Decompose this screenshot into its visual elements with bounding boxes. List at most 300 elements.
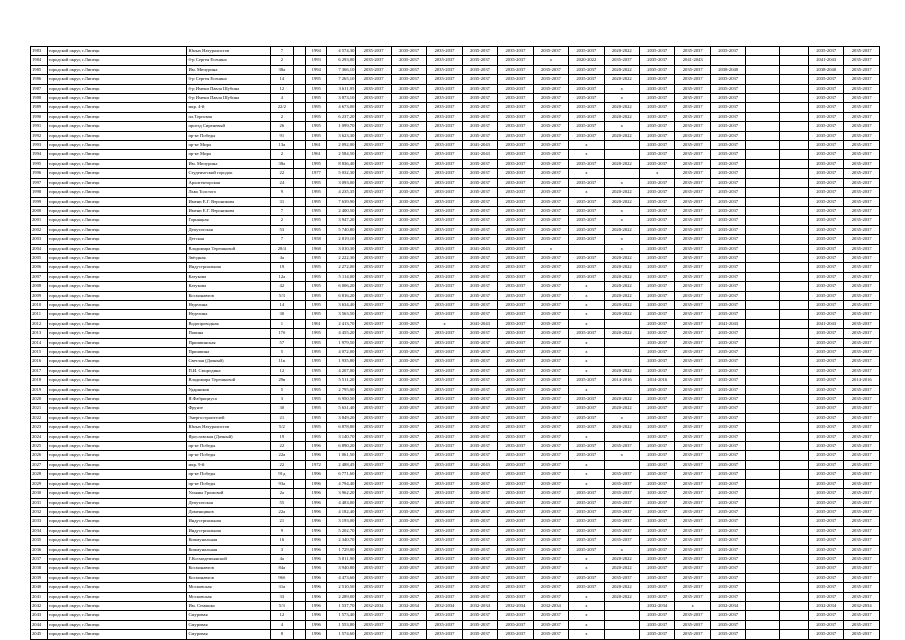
table-cell: 2035-2037 bbox=[710, 592, 745, 601]
table-cell: Горняцкая bbox=[187, 216, 270, 225]
table-cell: 6 878,80 bbox=[327, 423, 356, 432]
table-cell: 2020-2022 bbox=[604, 583, 639, 592]
table-cell: 2035-2037 bbox=[356, 112, 391, 121]
table-cell: 2035-2037 bbox=[710, 517, 745, 526]
table-cell: 2035-2037 bbox=[498, 526, 533, 535]
table-cell: городской округ, г.Липецк bbox=[47, 112, 187, 121]
table-cell: 2020 bbox=[31, 395, 48, 404]
table-cell: 2035-2037 bbox=[569, 112, 604, 121]
table-cell bbox=[604, 338, 639, 347]
table-cell: 2035-2037 bbox=[391, 122, 426, 131]
table-cell: 2 795,00 bbox=[327, 385, 356, 394]
table-cell: 2035-2037 bbox=[533, 178, 568, 187]
table-row bbox=[31, 611, 880, 620]
table-cell: 2014-2016 bbox=[604, 376, 639, 385]
table-cell: 2035-2037 bbox=[356, 554, 391, 563]
table-cell: 2035-2037 bbox=[462, 169, 497, 178]
table-cell: х bbox=[604, 84, 639, 93]
table-cell: 1995 bbox=[306, 122, 327, 131]
table-cell: 2035-2037 bbox=[498, 536, 533, 545]
table-cell: городской округ, г.Липецк bbox=[47, 75, 187, 84]
table-cell: 2035-2037 bbox=[710, 432, 745, 441]
table-cell: 2035-2037 bbox=[675, 159, 710, 168]
table-cell: 2035-2037 bbox=[498, 620, 533, 629]
table-cell: 2035-2037 bbox=[640, 188, 675, 197]
table-cell: 2035-2037 bbox=[604, 526, 639, 535]
table-row bbox=[31, 235, 880, 244]
table-cell: х bbox=[604, 178, 639, 187]
table-cell: 14 bbox=[270, 75, 293, 84]
table-cell bbox=[293, 56, 306, 65]
table-cell: 2035-2037 bbox=[640, 131, 675, 140]
table-cell: 2 272,00 bbox=[327, 263, 356, 272]
table-cell: 2035-2037 bbox=[808, 216, 843, 225]
table-cell: 3 849,20 bbox=[327, 413, 356, 422]
table-cell: 2035-2037 bbox=[710, 460, 745, 469]
table-cell: 1996 bbox=[306, 601, 327, 610]
table-cell: 2035-2037 bbox=[391, 56, 426, 65]
table-cell: 2036 bbox=[31, 545, 48, 554]
table-cell: 4 455,20 bbox=[327, 329, 356, 338]
table-cell: х bbox=[569, 479, 604, 488]
table-cell: х bbox=[604, 94, 639, 103]
table-cell: 53 bbox=[270, 225, 293, 234]
table-cell: 2004 bbox=[31, 244, 48, 253]
table-cell: 2035-2037 bbox=[498, 235, 533, 244]
table-cell: х bbox=[533, 56, 568, 65]
table-cell: 2035-2037 bbox=[391, 442, 426, 451]
table-cell: 4а bbox=[270, 253, 293, 262]
table-cell: 6 890,20 bbox=[327, 442, 356, 451]
table-row bbox=[31, 56, 880, 65]
table-cell: 1996 bbox=[306, 592, 327, 601]
table-cell: 2035-2037 bbox=[356, 75, 391, 84]
table-cell: 2035-2037 bbox=[640, 470, 675, 479]
table-cell: 2035-2037 bbox=[844, 272, 880, 281]
table-cell: Смуровая bbox=[187, 630, 270, 639]
table-cell: 2035-2037 bbox=[356, 300, 391, 309]
table-cell bbox=[293, 65, 306, 74]
table-cell: мкр. 4-й bbox=[187, 103, 270, 112]
table-row bbox=[31, 366, 880, 375]
table-cell: 1996 bbox=[306, 630, 327, 639]
table-cell bbox=[293, 112, 306, 121]
table-cell: 2035-2037 bbox=[462, 404, 497, 413]
table-cell: городской округ, г.Липецк bbox=[47, 470, 187, 479]
table-cell: городской округ, г.Липецк bbox=[47, 131, 187, 140]
table-cell bbox=[746, 141, 779, 150]
table-cell: 57 bbox=[270, 338, 293, 347]
table-cell: х bbox=[604, 206, 639, 215]
table-cell bbox=[293, 564, 306, 573]
table-cell: 2035-2037 bbox=[844, 112, 880, 121]
table-cell: 2035-2037 bbox=[844, 564, 880, 573]
table-cell bbox=[746, 489, 779, 498]
table-cell bbox=[293, 244, 306, 253]
table-cell: 2035-2037 bbox=[808, 357, 843, 366]
table-cell: 2035-2037 bbox=[427, 197, 462, 206]
table-cell: 1996 bbox=[306, 554, 327, 563]
table-cell: Смуровая bbox=[187, 620, 270, 629]
table-cell: 3 bbox=[270, 395, 293, 404]
table-cell: 2035-2037 bbox=[533, 291, 568, 300]
table-cell: Пришвинская bbox=[187, 338, 270, 347]
table-cell: 2020-2022 bbox=[604, 282, 639, 291]
table-cell: 29в bbox=[270, 376, 293, 385]
table-cell: 2035-2037 bbox=[533, 385, 568, 394]
table-cell bbox=[779, 404, 808, 413]
table-cell: 2038-2040 bbox=[710, 65, 745, 74]
table-cell bbox=[779, 376, 808, 385]
table-cell: 2035-2037 bbox=[675, 75, 710, 84]
table-cell: 2035-2037 bbox=[498, 122, 533, 131]
table-cell: 2035-2037 bbox=[533, 197, 568, 206]
table-cell: 2035-2037 bbox=[569, 423, 604, 432]
table-cell: 2035-2037 bbox=[356, 150, 391, 159]
table-cell bbox=[293, 169, 306, 178]
table-cell: х bbox=[569, 291, 604, 300]
table-cell: б-р Имени Павла Шубина bbox=[187, 84, 270, 93]
table-cell: 5/2 bbox=[270, 423, 293, 432]
table-cell: 2035-2037 bbox=[391, 507, 426, 516]
table-cell: 2035-2037 bbox=[427, 291, 462, 300]
table-cell: 2035-2037 bbox=[808, 329, 843, 338]
table-cell: 2035-2037 bbox=[427, 395, 462, 404]
table-cell bbox=[746, 225, 779, 234]
table-cell: 2035-2037 bbox=[391, 169, 426, 178]
table-cell: городской округ, г.Липецк bbox=[47, 244, 187, 253]
table-cell: 2005 bbox=[31, 253, 48, 262]
table-cell: 2035-2037 bbox=[808, 291, 843, 300]
table-cell: 2035-2037 bbox=[356, 526, 391, 535]
table-cell: городской округ, г.Липецк bbox=[47, 357, 187, 366]
table-cell: 2035-2037 bbox=[462, 479, 497, 488]
table-cell bbox=[746, 611, 779, 620]
table-cell: 2035-2037 bbox=[498, 583, 533, 592]
table-cell: 2035-2037 bbox=[844, 545, 880, 554]
table-cell: 2035-2037 bbox=[498, 442, 533, 451]
table-cell: 2035-2037 bbox=[462, 188, 497, 197]
table-cell: 2035-2037 bbox=[569, 216, 604, 225]
table-cell: 2035-2037 bbox=[808, 545, 843, 554]
table-cell: 2035-2037 bbox=[710, 526, 745, 535]
table-row bbox=[31, 282, 880, 291]
table-cell: 5 114,00 bbox=[327, 272, 356, 281]
table-cell: 2035-2037 bbox=[844, 122, 880, 131]
table-cell: 2035-2037 bbox=[356, 253, 391, 262]
table-cell bbox=[779, 526, 808, 535]
table-cell: 2035-2037 bbox=[710, 310, 745, 319]
table-cell: 2035-2037 bbox=[675, 188, 710, 197]
table-cell: 2035-2037 bbox=[391, 554, 426, 563]
table-cell: 2035-2037 bbox=[427, 103, 462, 112]
table-cell: 2035-2037 bbox=[640, 263, 675, 272]
table-cell: 2035-2037 bbox=[569, 376, 604, 385]
table-cell: 2029 bbox=[31, 479, 48, 488]
table-cell: 4 235,35 bbox=[327, 188, 356, 197]
table-cell: городской округ, г.Липецк bbox=[47, 460, 187, 469]
table-cell bbox=[746, 65, 779, 74]
table-cell: 2035-2037 bbox=[808, 225, 843, 234]
table-cell: х bbox=[604, 216, 639, 225]
table-cell: 2020-2022 bbox=[604, 272, 639, 281]
table-cell: 1995 bbox=[306, 216, 327, 225]
table-cell: 2035-2037 bbox=[710, 244, 745, 253]
table-cell: 2035-2037 bbox=[427, 404, 462, 413]
table-cell: 2035-2037 bbox=[710, 545, 745, 554]
table-cell bbox=[779, 122, 808, 131]
table-cell: 2035-2037 bbox=[844, 263, 880, 272]
table-cell: 2035-2037 bbox=[533, 545, 568, 554]
table-cell: 2035-2037 bbox=[675, 263, 710, 272]
table-cell: 2035-2037 bbox=[427, 564, 462, 573]
table-row bbox=[31, 300, 880, 309]
table-cell: 2035-2037 bbox=[533, 272, 568, 281]
table-cell: 2035-2037 bbox=[675, 376, 710, 385]
table-cell: 2035-2037 bbox=[844, 282, 880, 291]
table-cell: 2035-2037 bbox=[391, 376, 426, 385]
table-cell: 2035-2037 bbox=[675, 122, 710, 131]
table-cell: 2035-2037 bbox=[462, 282, 497, 291]
table-cell bbox=[604, 432, 639, 441]
table-cell: Коммунальная bbox=[187, 545, 270, 554]
table-cell: 2035-2037 bbox=[844, 395, 880, 404]
table-cell: 2035-2037 bbox=[569, 413, 604, 422]
table-cell: 2035-2037 bbox=[640, 413, 675, 422]
table-cell bbox=[710, 56, 745, 65]
table-cell: 2035-2037 bbox=[640, 253, 675, 262]
table-cell: 2035-2037 bbox=[462, 197, 497, 206]
table-cell: 2035-2037 bbox=[808, 103, 843, 112]
table-cell: 2041-2043 bbox=[462, 150, 497, 159]
table-cell: 2035-2037 bbox=[710, 188, 745, 197]
table-cell: 2035-2037 bbox=[498, 489, 533, 498]
table-cell bbox=[293, 592, 306, 601]
table-cell: 1994 bbox=[306, 65, 327, 74]
table-cell: 2035-2037 bbox=[462, 310, 497, 319]
table-cell: 19 bbox=[270, 263, 293, 272]
table-cell: х bbox=[569, 338, 604, 347]
table-cell: 2035-2037 bbox=[675, 554, 710, 563]
table-cell: 2000 bbox=[31, 206, 48, 215]
table-row bbox=[31, 507, 880, 516]
table-cell: городской округ, г.Липецк bbox=[47, 451, 187, 460]
table-cell: 2014-2016 bbox=[844, 376, 880, 385]
table-cell: 2035-2037 bbox=[533, 282, 568, 291]
table-cell: городской округ, г.Липецк bbox=[47, 366, 187, 375]
table-cell: 12 bbox=[270, 84, 293, 93]
table-cell bbox=[779, 545, 808, 554]
table-cell: 3 193,00 bbox=[327, 517, 356, 526]
table-cell: 2032-2034 bbox=[844, 601, 880, 610]
table-cell bbox=[779, 489, 808, 498]
table-cell: 2035-2037 bbox=[675, 253, 710, 262]
table-cell: 2035-2037 bbox=[569, 536, 604, 545]
table-cell: 2035-2037 bbox=[498, 479, 533, 488]
table-cell: 2035-2037 bbox=[427, 611, 462, 620]
table-cell: 2035-2037 bbox=[844, 197, 880, 206]
table-cell: 2035-2037 bbox=[533, 94, 568, 103]
table-cell: 2035-2037 bbox=[844, 460, 880, 469]
table-cell: 2 222,30 bbox=[327, 253, 356, 262]
table-cell: 2035-2037 bbox=[675, 244, 710, 253]
table-cell: Ульяны Громовой bbox=[187, 489, 270, 498]
table-cell: 2035-2037 bbox=[427, 573, 462, 582]
table-cell: 2035-2037 bbox=[640, 94, 675, 103]
table-cell: 2035-2037 bbox=[427, 498, 462, 507]
table-cell bbox=[604, 620, 639, 629]
table-row bbox=[31, 206, 880, 215]
table-cell: 2035-2037 bbox=[844, 413, 880, 422]
table-cell: Им. Мичурина bbox=[187, 65, 270, 74]
table-cell: 2035-2037 bbox=[640, 432, 675, 441]
table-cell: Космонавтов bbox=[187, 291, 270, 300]
table-cell: 2035-2037 bbox=[675, 573, 710, 582]
table-cell: 2035-2037 bbox=[427, 178, 462, 187]
table-cell: 2035-2037 bbox=[356, 564, 391, 573]
table-cell: 1996 bbox=[306, 611, 327, 620]
table-cell: 2035-2037 bbox=[569, 235, 604, 244]
table-cell bbox=[293, 460, 306, 469]
table-cell: городской округ, г.Липецк bbox=[47, 47, 187, 56]
table-cell: 2035-2037 bbox=[710, 498, 745, 507]
table-cell: 2035-2037 bbox=[498, 423, 533, 432]
table-cell: 1977 bbox=[306, 169, 327, 178]
table-cell: 1990 bbox=[31, 112, 48, 121]
table-cell: 2035-2037 bbox=[569, 517, 604, 526]
table-cell: 2035-2037 bbox=[569, 103, 604, 112]
table-row bbox=[31, 413, 880, 422]
table-cell: 6 237,20 bbox=[327, 112, 356, 121]
table-cell: 2035-2037 bbox=[462, 291, 497, 300]
table-cell: 2035-2037 bbox=[675, 65, 710, 74]
table-cell: 2035-2037 bbox=[356, 395, 391, 404]
table-cell: 2035-2037 bbox=[533, 169, 568, 178]
table-cell: 2035-2037 bbox=[462, 112, 497, 121]
table-cell: 2035-2037 bbox=[808, 376, 843, 385]
table-cell bbox=[746, 451, 779, 460]
table-cell: 2035-2037 bbox=[710, 216, 745, 225]
table-cell: 2035-2037 bbox=[675, 310, 710, 319]
table-cell: 1996 bbox=[306, 545, 327, 554]
table-cell: 2020-2022 bbox=[604, 329, 639, 338]
table-cell: 2035-2037 bbox=[844, 169, 880, 178]
table-row bbox=[31, 291, 880, 300]
table-cell: 6 816,20 bbox=[327, 291, 356, 300]
table-cell: 91 bbox=[270, 131, 293, 140]
table-cell: 2035-2037 bbox=[462, 423, 497, 432]
table-cell: 2035-2037 bbox=[533, 235, 568, 244]
table-cell: 2035-2037 bbox=[391, 291, 426, 300]
table-cell: 2014 bbox=[31, 338, 48, 347]
table-cell: х bbox=[569, 611, 604, 620]
table-cell: пл.Торговая bbox=[187, 112, 270, 121]
table-cell: 2035-2037 bbox=[710, 94, 745, 103]
table-cell: городской округ, г.Липецк bbox=[47, 601, 187, 610]
table-cell bbox=[746, 235, 779, 244]
table-cell: Архитекторская bbox=[187, 178, 270, 187]
table-cell: 2035-2037 bbox=[462, 554, 497, 563]
table-cell: 2020-2022 bbox=[604, 159, 639, 168]
table-cell bbox=[779, 300, 808, 309]
table-cell: 2035-2037 bbox=[604, 507, 639, 516]
table-cell: 2035-2037 bbox=[533, 310, 568, 319]
table-cell: 1986 bbox=[31, 75, 48, 84]
table-row bbox=[31, 498, 880, 507]
table-cell: 2035-2037 bbox=[462, 630, 497, 639]
table-cell: 2035-2037 bbox=[356, 517, 391, 526]
table-cell: 2035-2037 bbox=[675, 630, 710, 639]
table-cell: городской округ, г.Липецк bbox=[47, 479, 187, 488]
table-cell: 2035-2037 bbox=[427, 141, 462, 150]
table-cell: 2а bbox=[270, 489, 293, 498]
table-cell: 2035-2037 bbox=[640, 423, 675, 432]
table-cell: 1996 bbox=[306, 470, 327, 479]
table-cell: 2035-2037 bbox=[462, 94, 497, 103]
table-cell: 2035-2037 bbox=[533, 526, 568, 535]
table-cell: 1 553,80 bbox=[327, 620, 356, 629]
table-cell: 2035-2037 bbox=[675, 319, 710, 328]
table-cell: 2035-2037 bbox=[356, 65, 391, 74]
table-cell: 2020-2022 bbox=[604, 112, 639, 121]
table-cell: 2035-2037 bbox=[808, 169, 843, 178]
table-cell: х bbox=[569, 319, 604, 328]
table-cell: Космонавтов bbox=[187, 573, 270, 582]
table-cell: х bbox=[569, 564, 604, 573]
table-cell bbox=[746, 206, 779, 215]
table-cell: 1996 bbox=[306, 498, 327, 507]
table-cell: 2035-2037 bbox=[391, 385, 426, 394]
table-cell: 2035-2037 bbox=[569, 253, 604, 262]
table-cell: 1992 bbox=[31, 131, 48, 140]
table-cell bbox=[746, 545, 779, 554]
table-cell: х bbox=[604, 122, 639, 131]
table-cell: 2042 bbox=[31, 601, 48, 610]
table-cell: 2035-2037 bbox=[498, 282, 533, 291]
table-cell: 2035-2037 bbox=[356, 460, 391, 469]
table-cell: 2035-2037 bbox=[391, 423, 426, 432]
table-cell: 2035-2037 bbox=[533, 620, 568, 629]
table-cell: 2032-2034 bbox=[533, 601, 568, 610]
table-row bbox=[31, 620, 880, 629]
table-row bbox=[31, 554, 880, 563]
table-cell bbox=[779, 169, 808, 178]
table-cell: 2035-2037 bbox=[844, 517, 880, 526]
table-cell: 2035-2037 bbox=[462, 376, 497, 385]
table-cell: 2035-2037 bbox=[391, 479, 426, 488]
table-cell: 2035-2037 bbox=[427, 536, 462, 545]
table-cell: 7 639,90 bbox=[327, 197, 356, 206]
table-cell: 12 bbox=[270, 366, 293, 375]
table-cell: 2027 bbox=[31, 460, 48, 469]
table-cell: 2019 bbox=[31, 385, 48, 394]
table-cell: 2035-2037 bbox=[391, 150, 426, 159]
table-cell: 1995 bbox=[306, 338, 327, 347]
table-cell: городской округ, г.Липецк bbox=[47, 56, 187, 65]
table-cell: 5 032,30 bbox=[327, 169, 356, 178]
table-cell: 1995 bbox=[306, 178, 327, 187]
table-cell: х bbox=[427, 319, 462, 328]
table-cell: 2035-2037 bbox=[569, 507, 604, 516]
table-cell: 2035-2037 bbox=[710, 442, 745, 451]
table-cell: П.И. Смородина bbox=[187, 366, 270, 375]
table-cell: 2 488,45 bbox=[327, 460, 356, 469]
table-cell: Индустриальная bbox=[187, 517, 270, 526]
table-cell: 1995 bbox=[306, 197, 327, 206]
table-cell: 2035-2037 bbox=[569, 526, 604, 535]
table-cell: 4 794,40 bbox=[327, 479, 356, 488]
table-cell: 22а bbox=[270, 451, 293, 460]
